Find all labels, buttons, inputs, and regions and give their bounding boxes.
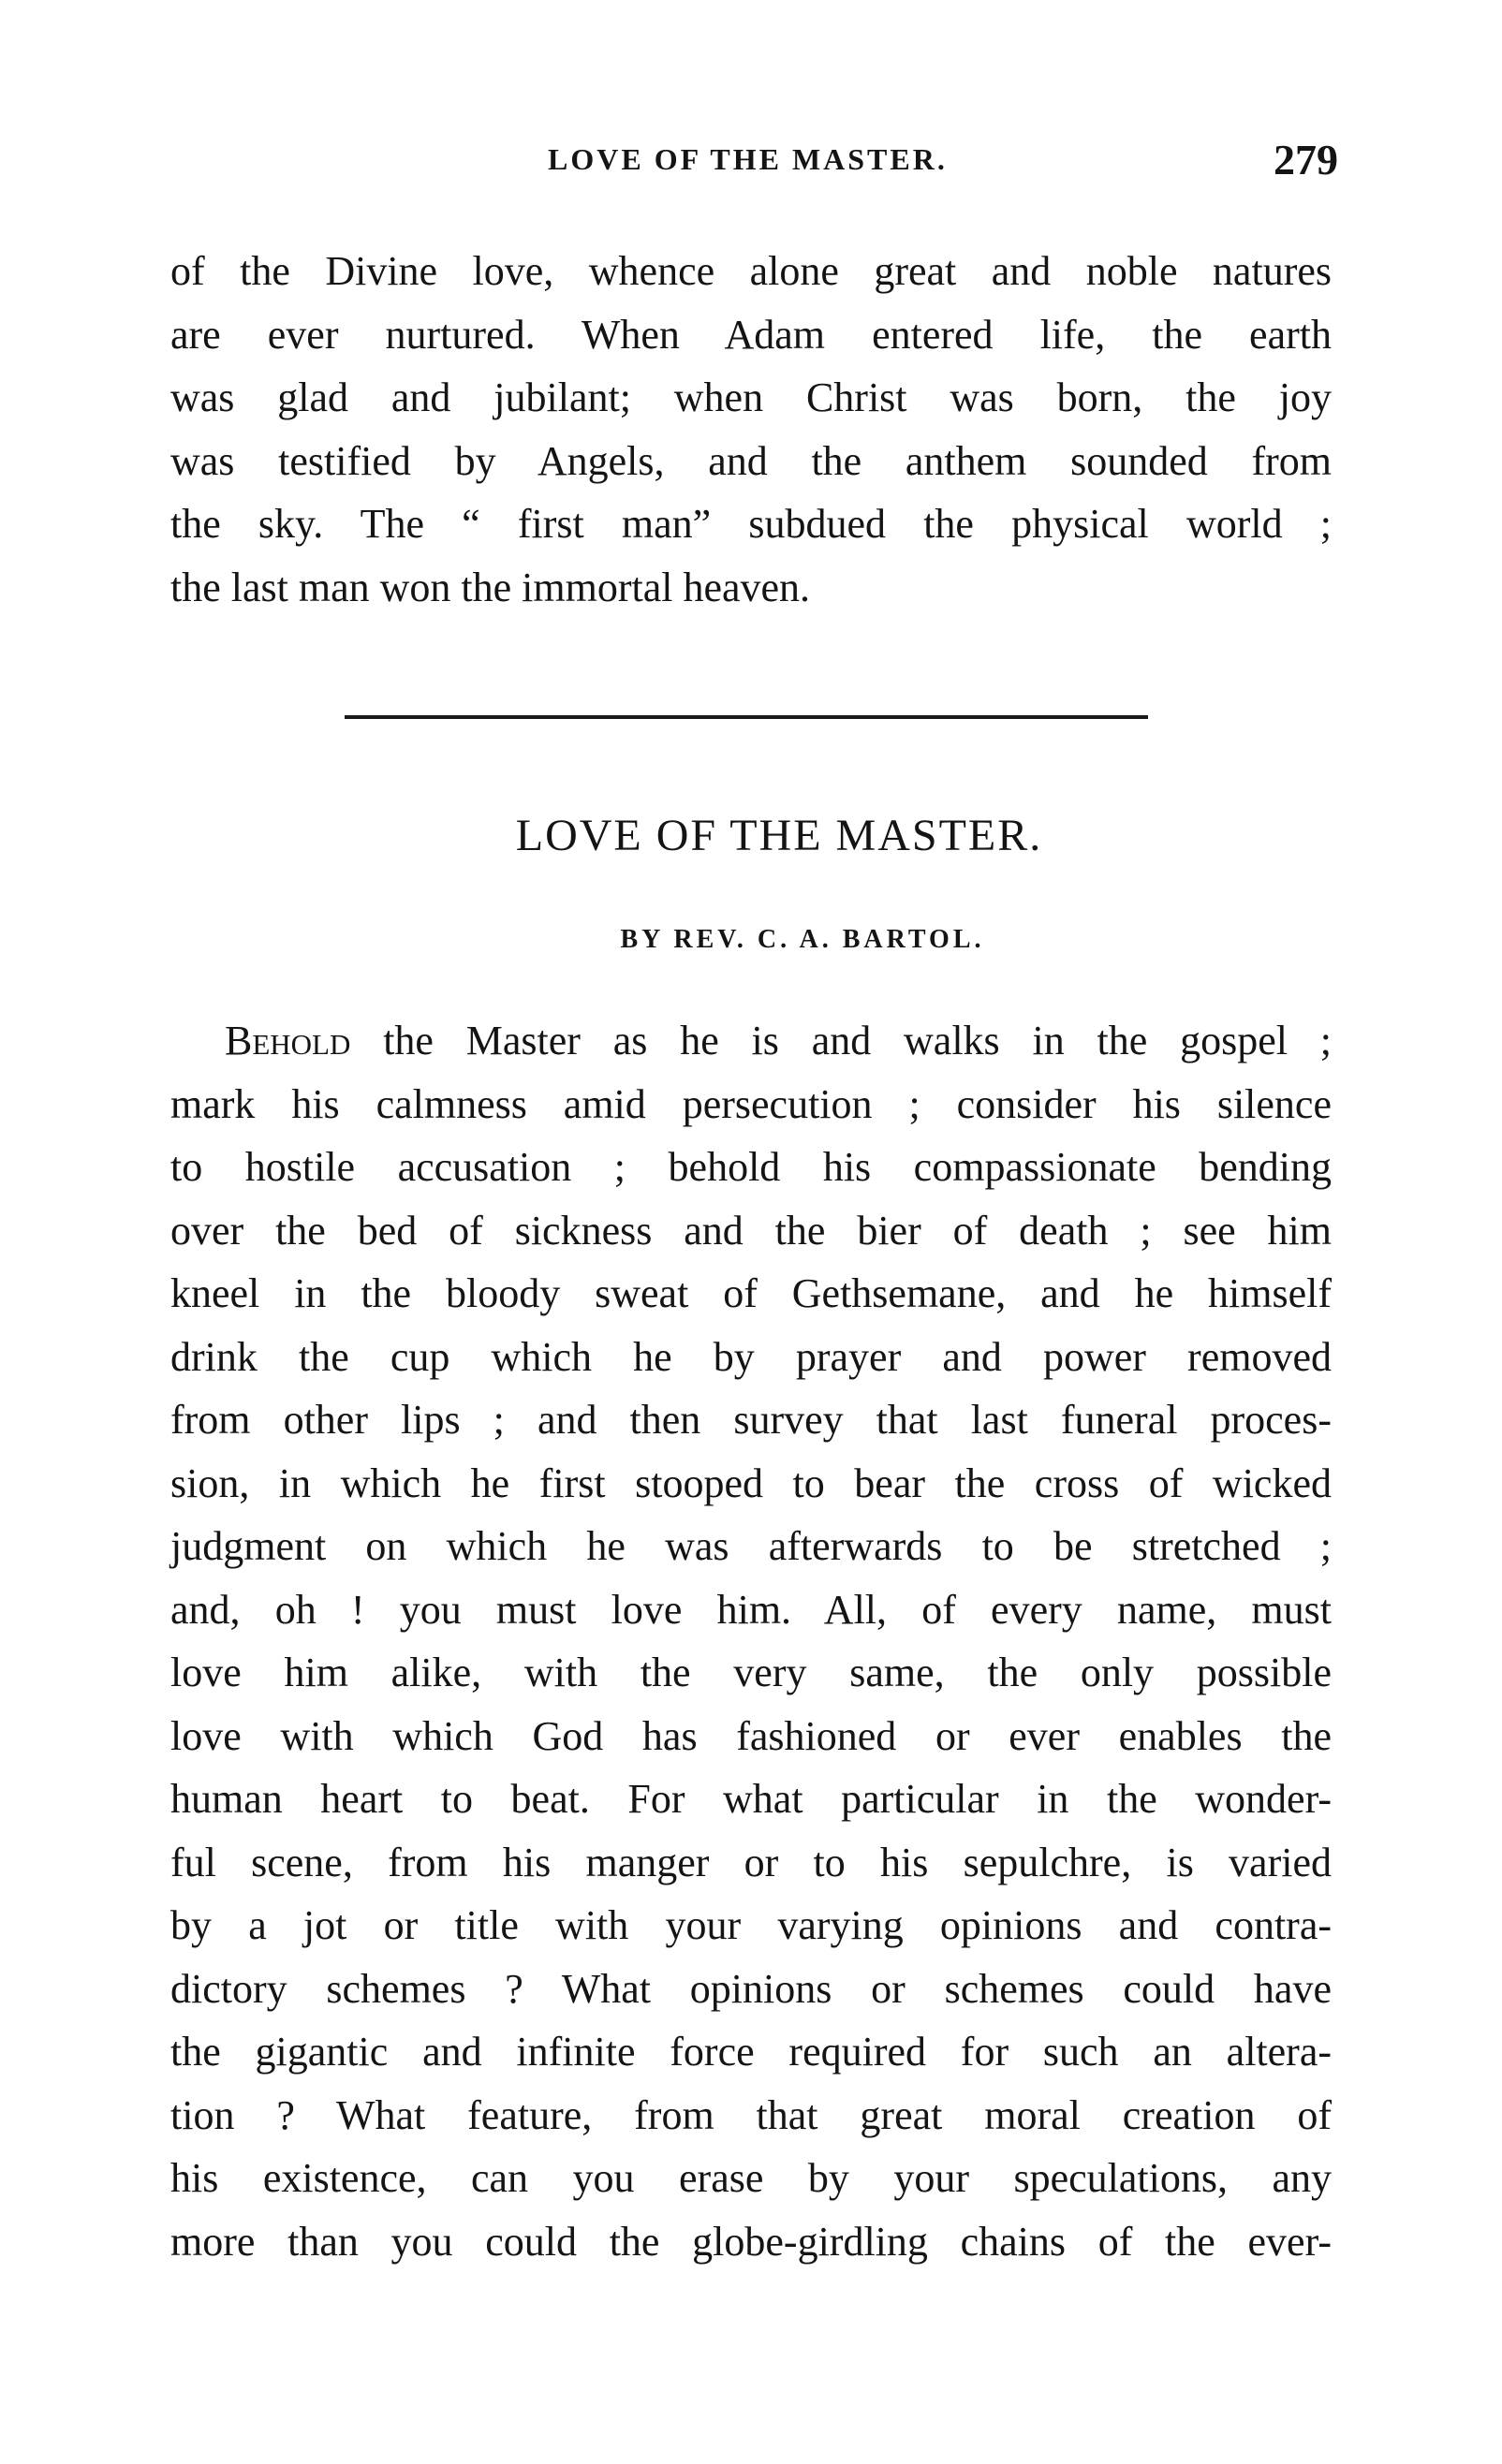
text-line: by a jot or title with your varying opinions and contra- bbox=[170, 1902, 1332, 1948]
text-line: tion ? What feature, from that great moral creation of bbox=[170, 2091, 1332, 2138]
text-line: ful scene, from his manger or to his sepulchre, is varied bbox=[170, 1839, 1332, 1885]
opening-word: Behold bbox=[225, 1018, 351, 1063]
text-line: his existence, can you erase by your speculations, any bbox=[170, 2155, 1332, 2201]
text-line: love with which God has fashioned or ever enables the bbox=[170, 1712, 1332, 1759]
text-line: was testified by Angels, and the anthem sounded from bbox=[170, 437, 1332, 484]
text-line: of the Divine love, whence alone great and noble natures bbox=[170, 248, 1332, 294]
text-line: mark his calmness amid persecution ; consider his silence bbox=[170, 1080, 1332, 1127]
text-line: judgment on which he was afterwards to be stretched ; bbox=[170, 1523, 1332, 1569]
article-byline: BY REV. C. A. BARTOL. bbox=[620, 925, 985, 954]
running-head bbox=[0, 136, 1502, 198]
article-body bbox=[170, 1009, 1332, 2273]
text-line: was glad and jubilant; when Christ was born, the joy bbox=[170, 374, 1332, 420]
text-line: the last man won the immortal heaven. bbox=[170, 564, 811, 610]
text-line: kneel in the bloody sweat of Gethsemane, and he himself bbox=[170, 1270, 1332, 1316]
text-line: from other lips ; and then survey that last funeral proces- bbox=[170, 1397, 1332, 1443]
running-head-title: LOVE OF THE MASTER. bbox=[548, 142, 948, 176]
text-line: over the bed of sickness and the bier of death ; see him bbox=[170, 1207, 1332, 1254]
text-line-first bbox=[170, 1009, 1332, 1073]
text-line: the gigantic and infinite force required for such an altera- bbox=[170, 2029, 1332, 2075]
text-line: to hostile accusation ; behold his compassionate bending bbox=[170, 1144, 1332, 1190]
text-line: and, oh ! you must love him. All, of every name, must bbox=[170, 1586, 1332, 1633]
text-line: dictory schemes ? What opinions or schemes could have bbox=[170, 1965, 1332, 2012]
text-line: drink the cup which he by prayer and power removed bbox=[170, 1333, 1332, 1380]
text-line: love him alike, with the very same, the only possible bbox=[170, 1650, 1332, 1695]
page-number: 279 bbox=[1274, 136, 1338, 183]
first-line-rest: the Master as he is and walks in the gospel ; bbox=[350, 1018, 1332, 1063]
article-title: LOVE OF THE MASTER. bbox=[515, 811, 1043, 860]
text-line: the sky. The “ first man” subdued the physical world ; bbox=[170, 501, 1332, 547]
previous-article-ending bbox=[170, 240, 1332, 619]
text-line: are ever nurtured. When Adam entered life, the earth bbox=[170, 311, 1332, 358]
text-line: sion, in which he first stooped to bear the cross of wicked bbox=[170, 1459, 1332, 1506]
section-divider-rule bbox=[345, 715, 1148, 719]
text-line: more than you could the globe-girdling chains of the ever- bbox=[170, 2218, 1332, 2265]
text-line: human heart to beat. For what particular in the wonder- bbox=[170, 1776, 1332, 1822]
